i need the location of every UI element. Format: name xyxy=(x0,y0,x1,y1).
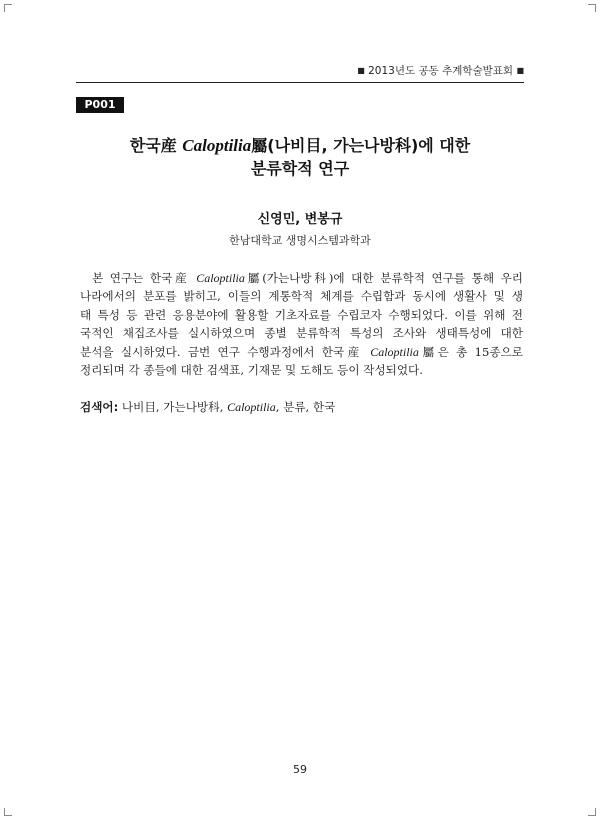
title-segment: 屬(나비目, 가는나방科)에 대한 xyxy=(251,136,471,155)
page-number: 59 xyxy=(293,763,307,776)
abstract-text: 屬은 총 15종으로 xyxy=(418,344,523,359)
genus-name: Caloptilia xyxy=(196,271,245,285)
header-square-icon: ■ xyxy=(357,66,365,75)
author-list: 신영민, 변봉규 xyxy=(257,212,343,227)
abstract-text: 분석을 실시하였다. 금번 연구 수행과정에서 한국産 xyxy=(80,344,371,359)
genus-name: Caloptilia xyxy=(370,344,419,359)
keywords-label: 검색어: xyxy=(80,400,119,414)
conference-name: 2013년도 공동 추계학술발표회 xyxy=(368,65,514,77)
crop-mark-bottom-right xyxy=(588,808,596,816)
abstract-body xyxy=(80,269,523,379)
abstract-text: 본 연구는 한국産 xyxy=(92,271,197,285)
genus-name: Caloptilia xyxy=(227,400,276,414)
affiliation: 한남대학교 생명시스템과학과 xyxy=(229,234,371,247)
keywords-text: 나비目, 가는나방科, xyxy=(118,400,228,414)
crop-mark-top-right xyxy=(588,4,596,12)
abstract-line: 국적인 채집조사를 실시하였으며 종별 분류학적 특성의 조사와 생태특성에 대한 xyxy=(80,326,523,341)
header-square-icon: ■ xyxy=(516,66,524,75)
abstract-line: 태 특성 등 관련 응용분야에 활용할 기초자료를 수립코자 수행되었다. 이를 위해 전 xyxy=(80,307,523,322)
abstract-line: 나라에서의 분포를 밝히고, 이들의 계통학적 체계를 수립함과 동시에 생활사 및 생 xyxy=(80,289,523,304)
title-line-2: 분류학적 연구 xyxy=(250,159,350,178)
abstract-text: 屬(가는나방科)에 대한 분류학적 연구를 통해 우리 xyxy=(244,271,523,285)
paper-title xyxy=(60,134,540,180)
title-segment: 한국産 xyxy=(129,136,183,155)
running-header xyxy=(76,64,524,83)
keywords xyxy=(80,399,523,415)
abstract-line xyxy=(80,269,523,287)
title-line-1 xyxy=(60,134,540,157)
abstract-line: 정리되며 각 종들에 대한 검색표, 기재문 및 도해도 등이 작성되었다. xyxy=(80,363,423,378)
keywords-text: , 분류, 한국 xyxy=(275,400,336,414)
crop-mark-top-left xyxy=(4,4,12,12)
abstract-line xyxy=(80,343,523,361)
genus-name: Caloptilia xyxy=(182,136,252,155)
crop-mark-bottom-left xyxy=(4,808,12,816)
poster-code-badge: P001 xyxy=(76,97,124,113)
